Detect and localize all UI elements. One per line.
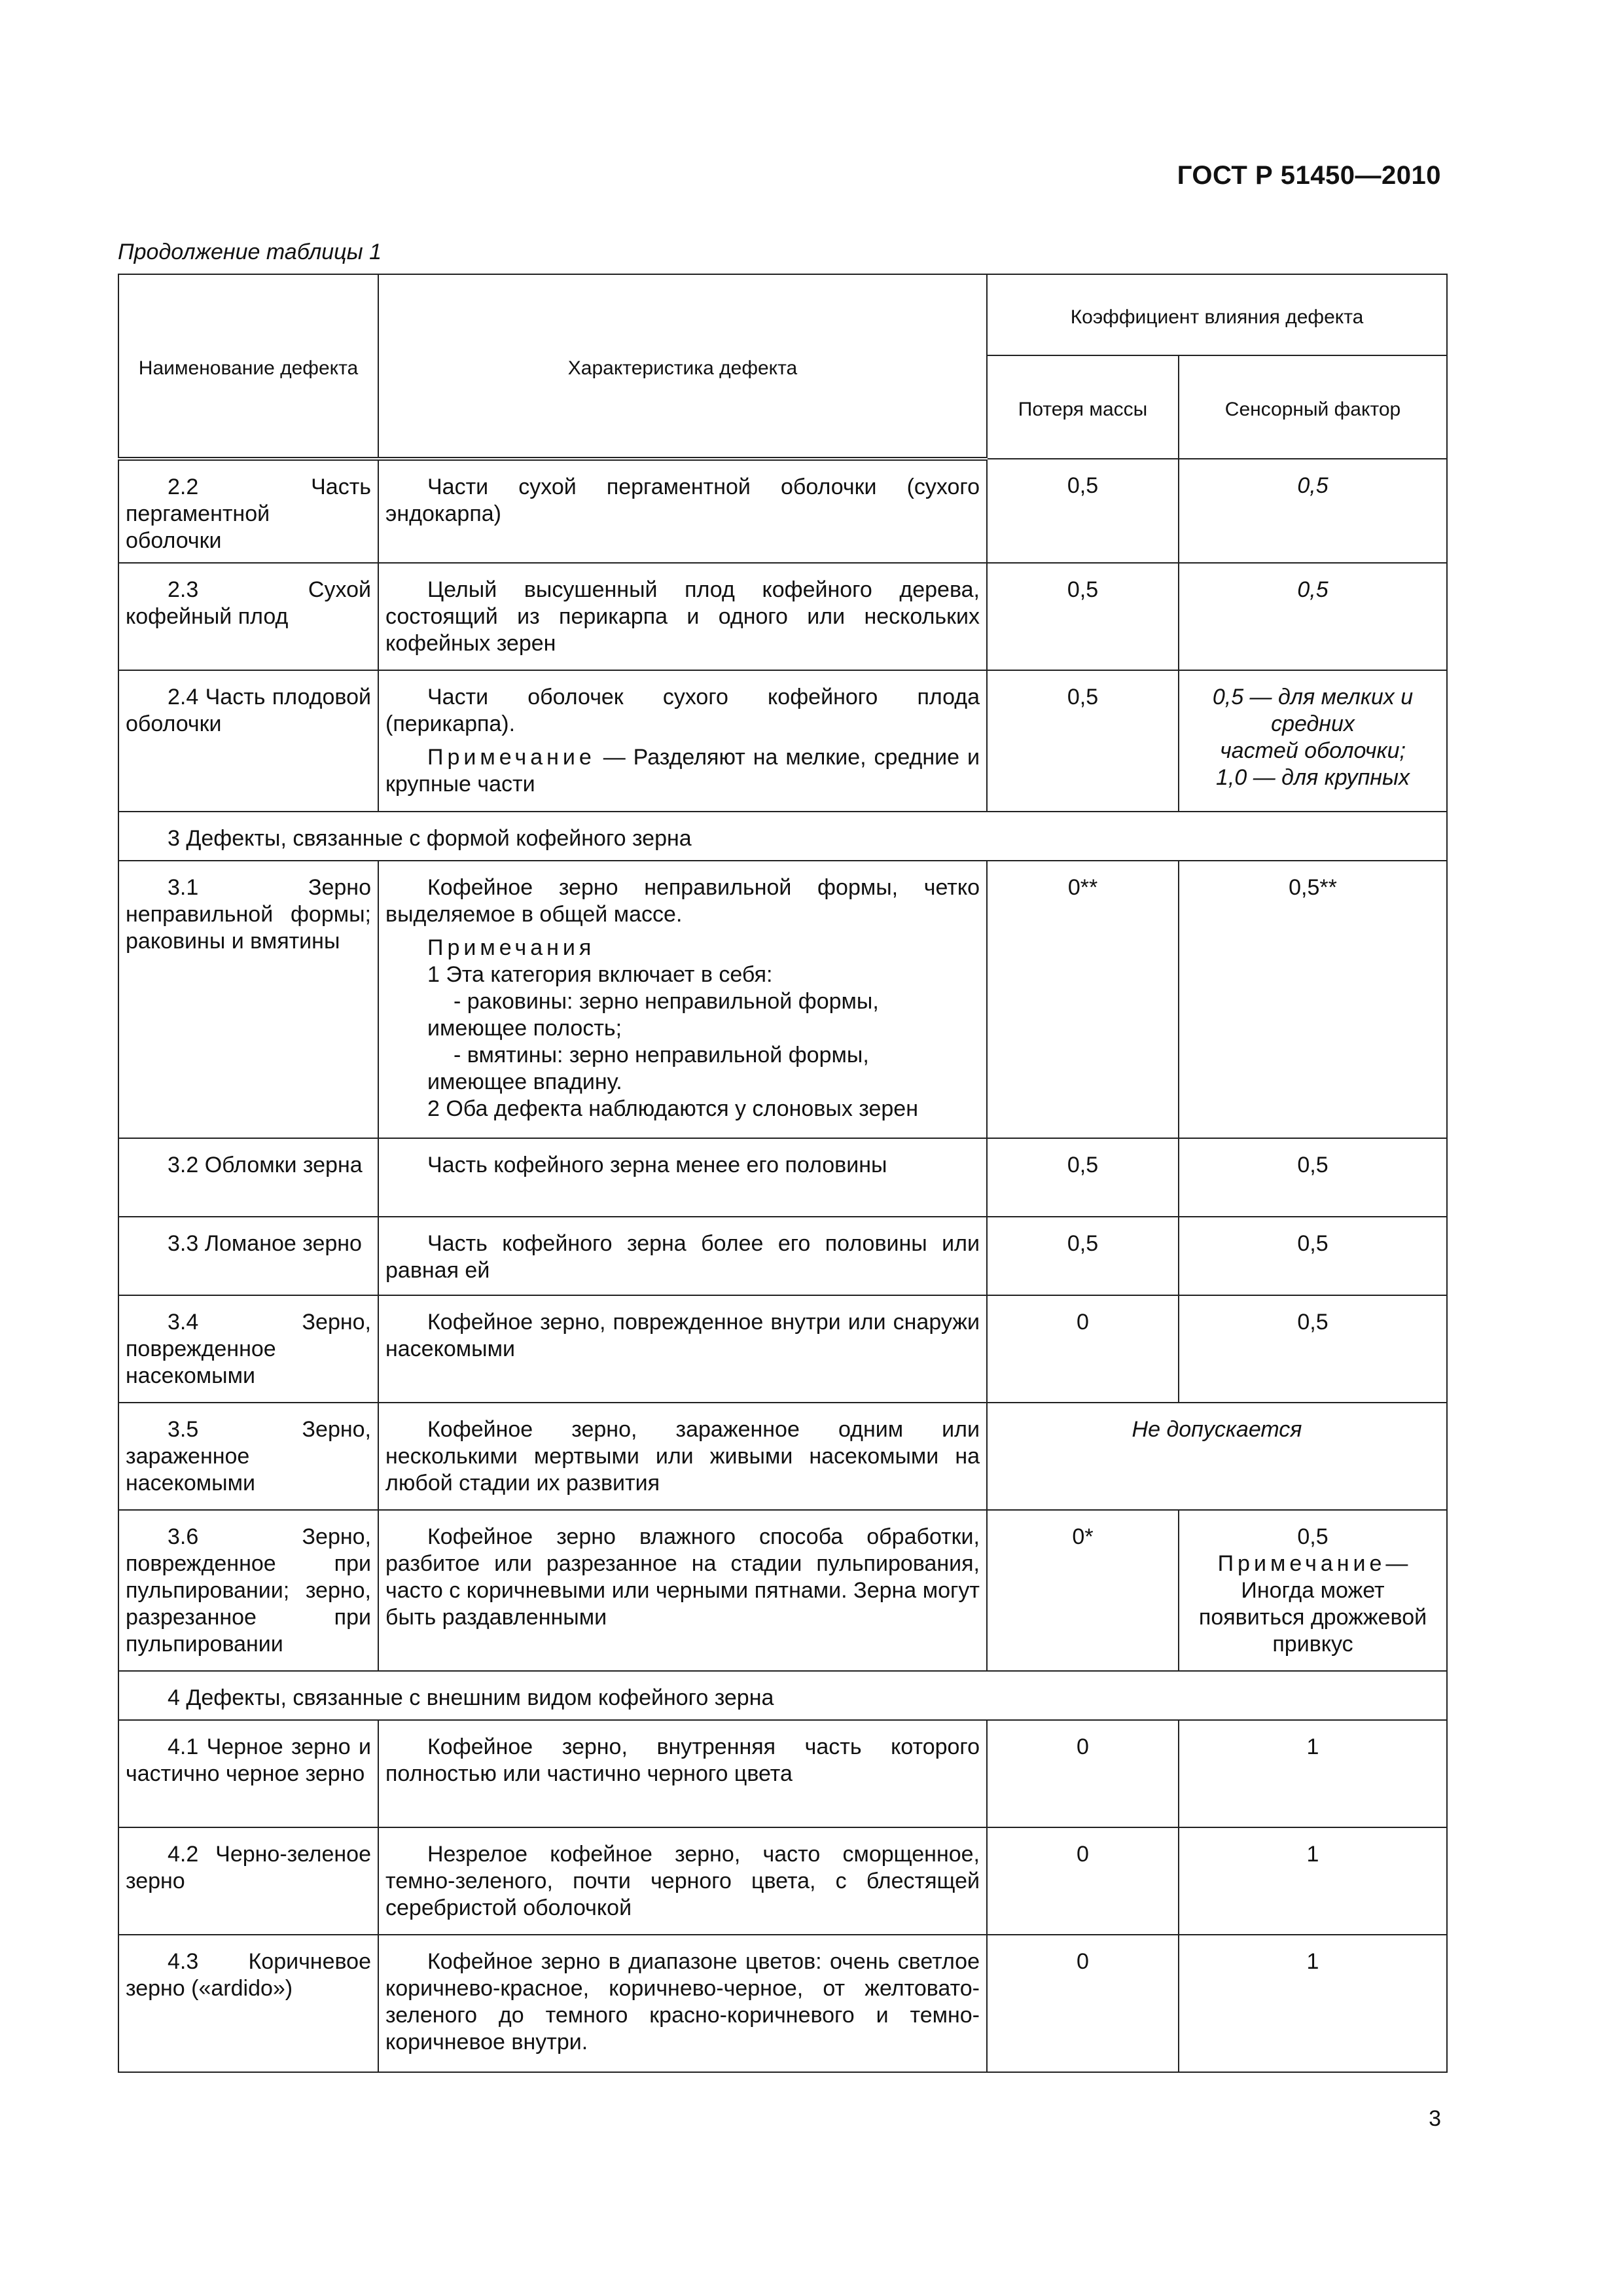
defect-description: Кофейное зерно влажного способа обработки, разбитое или разрезанное на стадии пульпирования, часто с коричневыми или черными пятнами. Зерна могут быть раздавленными bbox=[378, 1510, 987, 1671]
table-header-row-1 bbox=[118, 274, 1447, 355]
mass-loss-value: 0,5 bbox=[987, 563, 1179, 670]
sensory-value: 0,5** bbox=[1179, 861, 1447, 1138]
mass-loss-value: 0 bbox=[987, 1935, 1179, 2072]
defect-name: 4.2 Черно-зеленое зерно bbox=[118, 1827, 378, 1935]
defect-description: Часть кофейного зерна менее его половины bbox=[378, 1138, 987, 1217]
sensory-value: 0,5 bbox=[1179, 1295, 1447, 1403]
section-row bbox=[118, 1671, 1447, 1720]
sensory-value: 0,5 bbox=[1179, 1138, 1447, 1217]
defect-description: Незрелое кофейное зерно, часто сморщенное, темно-зеленого, почти черного цвета, с блестящей серебристой оболочкой bbox=[378, 1827, 987, 1935]
note-line: 2 Оба дефекта наблюдаются у слоновых зерен bbox=[427, 1096, 918, 1121]
sensory-value: 1 bbox=[1179, 1827, 1447, 1935]
defect-description: Кофейное зерно, внутренняя часть которого полностью или частично черного цвета bbox=[378, 1720, 987, 1827]
sensory-line: 0,5 — для мелких и средних bbox=[1212, 685, 1414, 736]
notes-label: Примечания bbox=[427, 935, 596, 960]
defect-name: 2.2 Часть пергаментной оболочки bbox=[118, 459, 378, 563]
sensory-line: 0,5 bbox=[1297, 1524, 1329, 1549]
note-label: Примечание bbox=[1217, 1551, 1386, 1576]
sensory-line: 1,0 — для крупных bbox=[1216, 765, 1410, 790]
sensory-note bbox=[1186, 1551, 1440, 1658]
mass-loss-value: 0 bbox=[987, 1827, 1179, 1935]
sensory-value bbox=[1179, 1510, 1447, 1671]
mass-loss-value: 0 bbox=[987, 1295, 1179, 1403]
table-row bbox=[118, 861, 1447, 1138]
defect-name: 2.3 Сухой кофейный плод bbox=[118, 563, 378, 670]
defect-name: 3.5 Зерно, зараженное насекомыми bbox=[118, 1403, 378, 1510]
table-row bbox=[118, 1720, 1447, 1827]
page-number: 3 bbox=[1429, 2106, 1441, 2131]
defect-name: 3.1 Зерно неправильной формы; раковины и вмятины bbox=[118, 861, 378, 1138]
defect-name: 4.1 Черное зерно и частично черное зерно bbox=[118, 1720, 378, 1827]
defect-name: 3.2 Обломки зерна bbox=[118, 1138, 378, 1217]
sensory-value: 1 bbox=[1179, 1935, 1447, 2072]
table-row bbox=[118, 1827, 1447, 1935]
coefficient-not-allowed: Не допускается bbox=[987, 1403, 1447, 1510]
sensory-value: 1 bbox=[1179, 1720, 1447, 1827]
section-row bbox=[118, 812, 1447, 861]
defect-description bbox=[378, 670, 987, 812]
defect-description: Кофейное зерно в диапазоне цветов: очень светлое коричнево-красное, коричнево-черное, от желтовато-зеленого до темного красно-коричневого и темно-коричневое внутри. bbox=[378, 1935, 987, 2072]
note-label: Примечание bbox=[427, 745, 596, 770]
header-mass-loss: Потеря массы bbox=[987, 355, 1179, 459]
table-row bbox=[118, 1217, 1447, 1295]
defect-name: 3.6 Зерно, поврежденное при пульпировании; зерно, разрезанное при пульпировании bbox=[118, 1510, 378, 1671]
section-title: 4 Дефекты, связанные с внешним видом кофейного зерна bbox=[118, 1671, 1447, 1720]
note-text: — Иногда может появиться дрожжевой привкус bbox=[1198, 1551, 1427, 1657]
note-text: — Разделяют на мелкие, средние и крупные части bbox=[385, 745, 980, 797]
defect-name: 4.3 Коричневое зерно («ardido») bbox=[118, 1935, 378, 2072]
mass-loss-value: 0,5 bbox=[987, 1138, 1179, 1217]
mass-loss-value: 0,5 bbox=[987, 1217, 1179, 1295]
table-row bbox=[118, 563, 1447, 670]
header-sensory-factor: Сенсорный фактор bbox=[1179, 355, 1447, 459]
table-row bbox=[118, 670, 1447, 812]
defects-table bbox=[118, 274, 1448, 2073]
defect-name: 2.4 Часть плодовой оболочки bbox=[118, 670, 378, 812]
table-row bbox=[118, 1403, 1447, 1510]
sensory-value bbox=[1179, 670, 1447, 812]
table-caption: Продолжение таблицы 1 bbox=[118, 240, 382, 264]
table-row bbox=[118, 1295, 1447, 1403]
defect-name: 3.3 Ломаное зерно bbox=[118, 1217, 378, 1295]
sensory-value: 0,5 bbox=[1179, 1217, 1447, 1295]
defect-description: Часть кофейного зерна более его половины или равная ей bbox=[378, 1217, 987, 1295]
defect-name: 3.4 Зерно, поврежденное насекомыми bbox=[118, 1295, 378, 1403]
sensory-value: 0,5 bbox=[1179, 459, 1447, 563]
note-line: имеющее полость; bbox=[427, 1016, 622, 1041]
defect-description: Части сухой пергаментной оболочки (сухого эндокарпа) bbox=[378, 459, 987, 563]
mass-loss-value: 0** bbox=[987, 861, 1179, 1138]
defect-description: Кофейное зерно, поврежденное внутри или снаружи насекомыми bbox=[378, 1295, 987, 1403]
header-coefficient: Коэффициент влияния дефекта bbox=[987, 274, 1447, 355]
mass-loss-value: 0,5 bbox=[987, 459, 1179, 563]
standard-header: ГОСТ Р 51450—2010 bbox=[1177, 161, 1441, 190]
defect-description: Кофейное зерно, зараженное одним или несколькими мертвыми или живыми насекомыми на любой стадии их развития bbox=[378, 1403, 987, 1510]
table-row bbox=[118, 459, 1447, 563]
mass-loss-value: 0 bbox=[987, 1720, 1179, 1827]
table-row bbox=[118, 1935, 1447, 2072]
defect-description: Целый высушенный плод кофейного дерева, состоящий из перикарпа и одного или нескольких кофейных зерен bbox=[378, 563, 987, 670]
mass-loss-value: 0* bbox=[987, 1510, 1179, 1671]
header-defect-name: Наименование дефекта bbox=[118, 274, 378, 459]
table-row bbox=[118, 1138, 1447, 1217]
note-line: - вмятины: зерно неправильной формы, bbox=[454, 1043, 869, 1067]
note-line: 1 Эта категория включает в себя: bbox=[427, 962, 773, 987]
defect-description bbox=[378, 861, 987, 1138]
table-row bbox=[118, 1510, 1447, 1671]
sensory-value: 0,5 bbox=[1179, 563, 1447, 670]
note-line: - раковины: зерно неправильной формы, bbox=[454, 989, 879, 1014]
header-defect-description: Характеристика дефекта bbox=[378, 274, 987, 459]
description-note bbox=[385, 744, 980, 798]
section-title: 3 Дефекты, связанные с формой кофейного зерна bbox=[118, 812, 1447, 861]
mass-loss-value: 0,5 bbox=[987, 670, 1179, 812]
description-text: Кофейное зерно неправильной формы, четко выделяемое в общей массе. bbox=[385, 875, 980, 927]
sensory-line: частей оболочки; bbox=[1220, 738, 1406, 763]
description-text: Части оболочек сухого кофейного плода (перикарпа). bbox=[385, 685, 980, 736]
note-line: имеющее впадину. bbox=[427, 1069, 622, 1094]
